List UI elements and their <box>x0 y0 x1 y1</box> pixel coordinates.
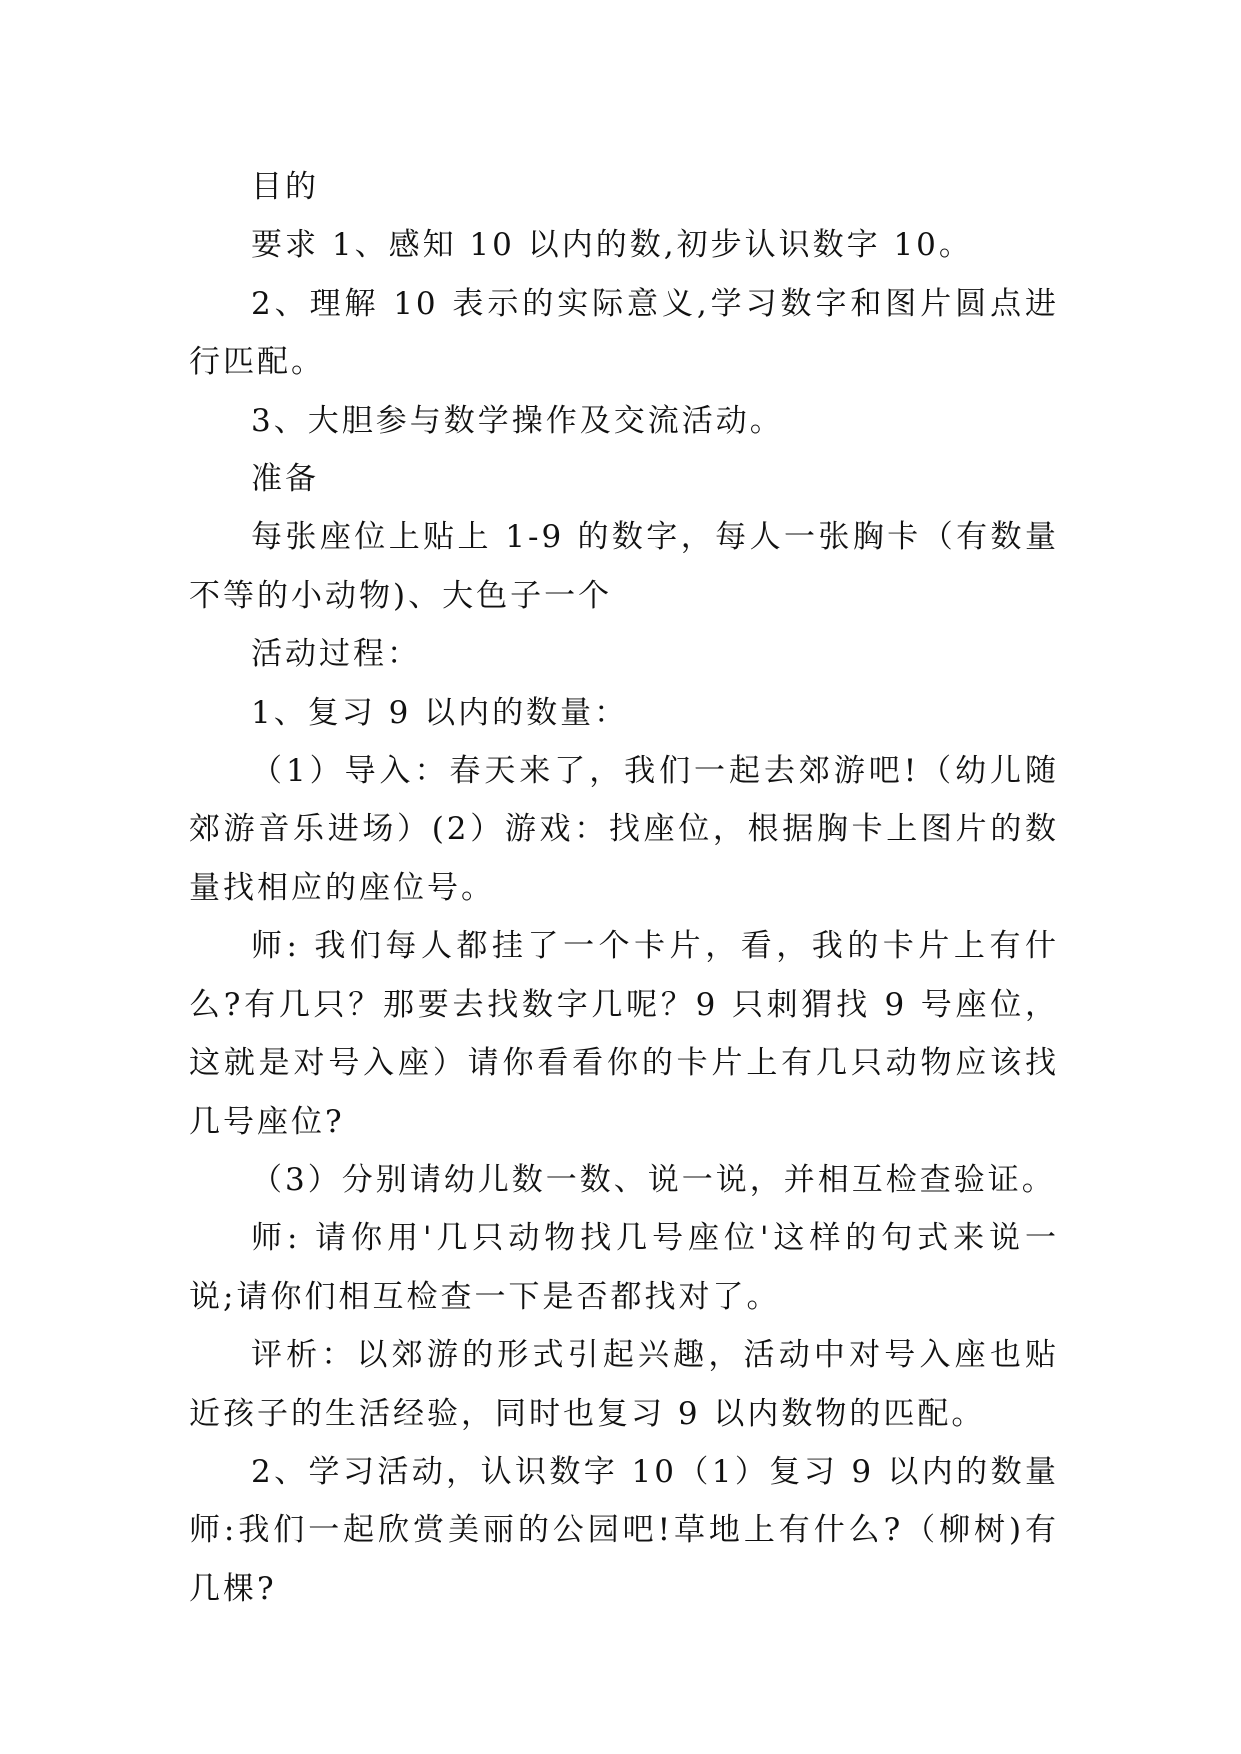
evaluation-text: 评析：以郊游的形式引起兴趣，活动中对号入座也贴近孩子的生活经验，同时也复习 9 以内数物的匹配。 <box>189 1337 1059 1432</box>
requirement-2: 2、理解 10 表示的实际意义,学习数字和图片圆点进行匹配。 <box>189 285 1059 381</box>
step-1-intro: （1）导入：春天来了，我们一起去郊游吧!（幼儿随郊游音乐进场）(2）游戏：找座位，根据胸卡上图片的数量找相应的座位号。 <box>189 753 1059 906</box>
step-2-text: 2、学习活动，认识数字 10（1）复习 9 以内的数量师:我们一起欣赏美丽的公园吧!草地上有什么?（柳树)有几棵? <box>189 1453 1059 1607</box>
requirement-1: 要求 1、感知 10 以内的数,初步认识数字 10。 <box>251 227 973 264</box>
teacher-dialogue-1: 师: 我们每人都挂了一个卡片，看，我的卡片上有什么?有几只？那要去找数字几呢？9 只刺猬找 9 号座位，这就是对号入座）请你看看你的卡片上有几只动物应该找几号座位? <box>189 928 1059 1140</box>
requirement-3: 3、大胆参与数学操作及交流活动。 <box>251 402 784 439</box>
preparation-text: 每张座位上贴上 1-9 的数字，每人一张胸卡（有数量不等的小动物)、大色子一个 <box>189 519 1059 614</box>
section-heading-preparation: 准备 <box>251 461 319 498</box>
teacher-dialogue-2: 师: 请你用'几只动物找几号座位'这样的句式来说一说;请你们相互检查一下是否都找对了。 <box>189 1220 1059 1315</box>
step-1-check: （3）分别请幼儿数一数、说一说，并相互检查验证。 <box>251 1161 1056 1198</box>
step-1-heading: 1、复习 9 以内的数量： <box>251 694 629 731</box>
section-heading-process: 活动过程： <box>251 636 421 673</box>
document-body <box>189 158 1059 1618</box>
section-heading-purpose: 目的 <box>251 169 319 205</box>
